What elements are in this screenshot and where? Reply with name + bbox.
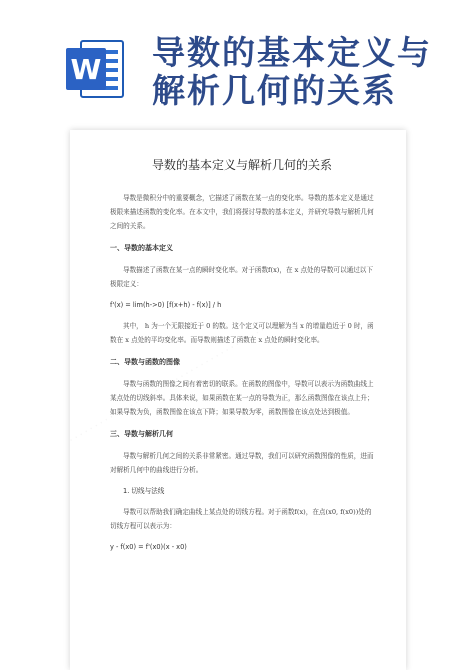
section-heading: 一、导数的基本定义 [110, 244, 173, 252]
banner [0, 0, 474, 120]
paragraph: 导数与函数的图像之间有着密切的联系。在函数的图像中，导数可以表示为函数曲线上某点处的切线斜率。具体来说，如果函数在某一点的导数为正，那么函数图像在该点上升；如果导数为负，函数图像在该点下降；如果导数为零，函数图像在该点处达到极值。 [110, 380, 374, 416]
formula: y - f(x0) = f'(x0)(x - x0) [110, 543, 187, 551]
formula: f'(x) = lim(h->0) [f(x+h) - f(x)] / h [110, 301, 222, 309]
word-document-icon [66, 40, 124, 98]
paragraph: 导数可以帮助我们确定曲线上某点处的切线方程。对于函数f(x)，在点(x0, f(x0))处的切线方程可以表示为： [110, 508, 372, 530]
intro-paragraph: 导数是微积分中的重要概念，它描述了函数在某一点的变化率。导数的基本定义是通过极限来描述函数的变化率。在本文中，我们将探讨导数的基本定义，并研究导数与解析几何之间的关系。 [110, 194, 374, 230]
paragraph: 导数与解析几何之间的关系非常紧密。通过导数，我们可以研究函数图像的性质，进而对解析几何中的曲线进行分析。 [110, 452, 374, 474]
paragraph: 导数描述了函数在某一点的瞬时变化率。对于函数f(x)，在 x 点处的导数可以通过以下极限定义： [110, 266, 373, 288]
paragraph: 其中， h 为一个无限接近于 0 的数。这个定义可以理解为当 x 的增量趋近于 0 时，函数在 x 点处的平均变化率。而导数则描述了函数在 x 点处的瞬时变化率。 [110, 322, 374, 344]
word-icon-letter: W [66, 48, 106, 90]
subsection-heading: 1. 切线与法线 [123, 487, 165, 495]
banner-title: 导数的基本定义与解析几何的关系 [152, 33, 432, 110]
section-heading: 二、导数与函数的图像 [110, 358, 180, 366]
document-body [110, 156, 374, 561]
section-heading: 三、导数与解析几何 [110, 430, 173, 438]
document-page [70, 130, 406, 670]
document-title: 导数的基本定义与解析几何的关系 [151, 158, 332, 172]
